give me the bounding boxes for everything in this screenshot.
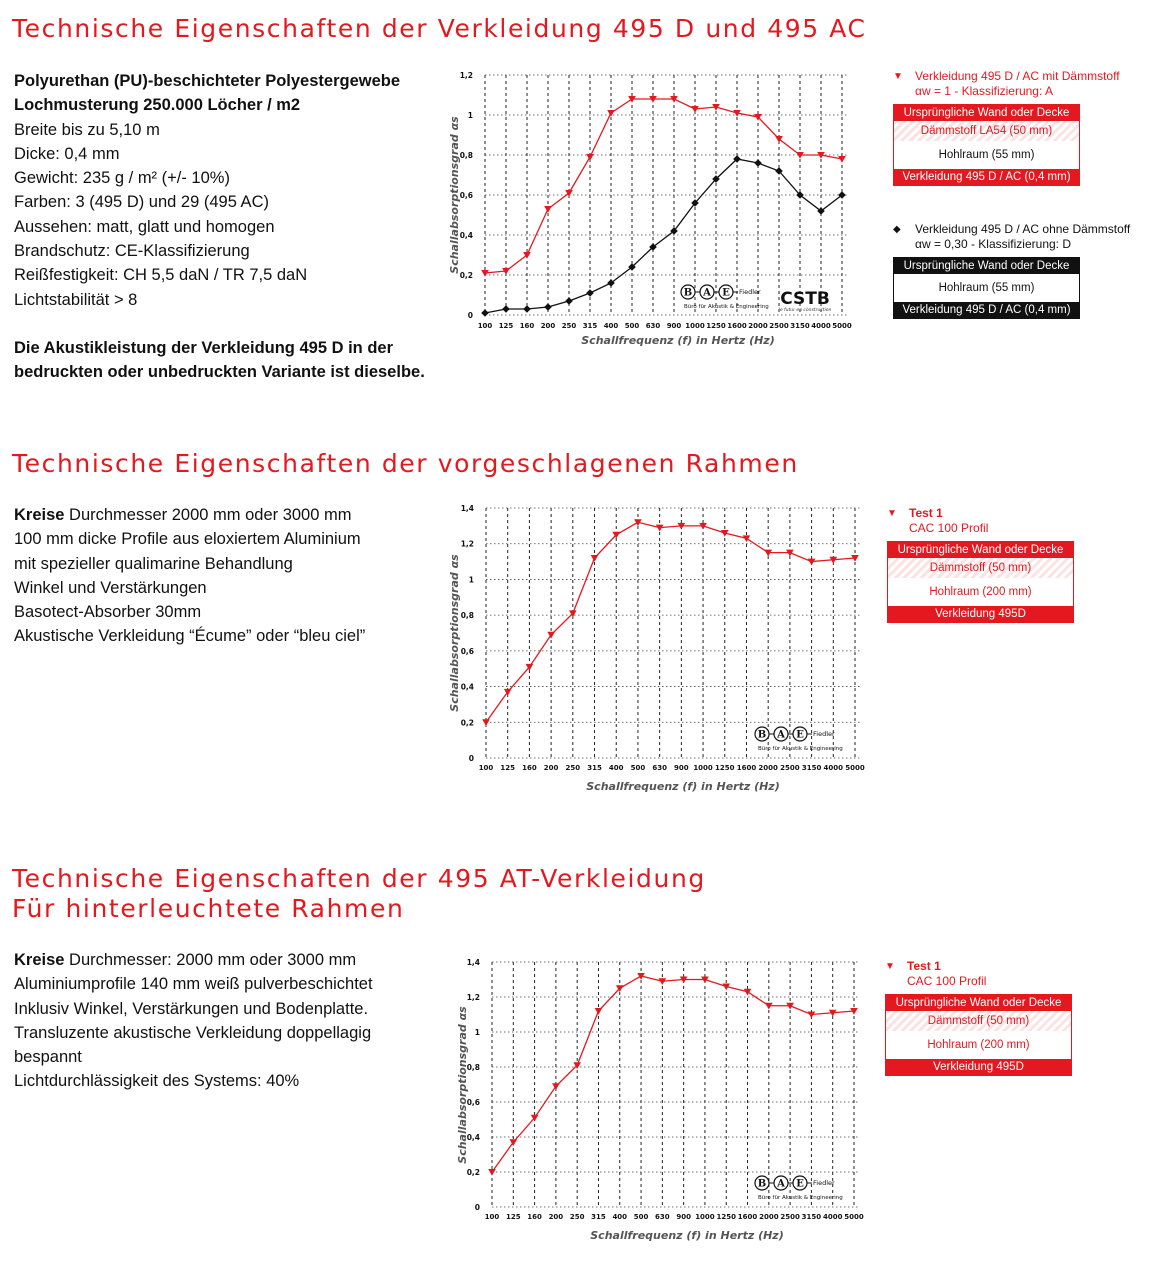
layer-header: Ursprüngliche Wand oder Decke <box>894 105 1079 121</box>
x-tick-label: 630 <box>655 1213 670 1221</box>
bae-logo-name: Fiedler <box>739 288 761 296</box>
x-tick-label: 1600 <box>727 322 747 330</box>
data-point <box>595 1008 603 1015</box>
data-point <box>488 1169 496 1176</box>
spec-text: Winkel und Verstärkungen <box>14 578 207 597</box>
y-axis-label: Schallabsorptionsgrad αs <box>456 1006 469 1164</box>
spec-text: Lichtstabilität > 8 <box>14 290 138 309</box>
legend-label: Verkleidung 495 D / AC mit Dämmstoff <box>915 69 1120 83</box>
section-3-legend <box>885 959 1072 1076</box>
spec-text: Die Akustikleistung der Verkleidung 495 D in der <box>14 338 394 357</box>
y-axis-label: Schallabsorptionsgrad αs <box>448 116 461 274</box>
diamond-marker-icon: ◆ <box>893 224 901 235</box>
spec-lead: Kreise <box>14 951 65 969</box>
y-tick-label: 1,2 <box>466 993 480 1002</box>
x-tick-label: 200 <box>540 322 556 330</box>
legend-entry <box>885 959 1072 1076</box>
x-tick-label: 3150 <box>790 322 810 330</box>
y-tick-label: 1,2 <box>460 539 474 549</box>
y-tick-label: 1 <box>468 575 474 585</box>
y-tick-label: 1 <box>474 1028 480 1037</box>
x-tick-label: 4000 <box>823 764 844 772</box>
layer-footer: Verkleidung 495 D / AC (0,4 mm) <box>894 169 1079 185</box>
x-tick-label: 250 <box>561 322 577 330</box>
x-axis-label: Schallfrequenz (f) in Hertz (Hz) <box>590 1229 784 1242</box>
x-tick-label: 250 <box>569 1213 585 1221</box>
x-tick-label: 160 <box>527 1213 542 1221</box>
y-tick-label: 0,4 <box>466 1133 480 1142</box>
y-tick-label: 0 <box>467 311 473 320</box>
spec-text: Polyurethan (PU)-beschichteter Polyestergewebe <box>14 72 401 90</box>
cstb-logo: CSTB <box>780 289 830 309</box>
triangle-marker-icon: ▼ <box>885 961 895 972</box>
y-tick-label: 0 <box>468 754 474 763</box>
title-line: Technische Eigenschaften der 495 AT-Verkleidung <box>12 864 706 893</box>
bae-logo-letter: B <box>683 287 693 299</box>
layer-footer: Verkleidung 495 D / AC (0,4 mm) <box>894 302 1079 318</box>
legend-label: Verkleidung 495 D / AC ohne Dämmstoff <box>915 222 1131 236</box>
x-tick-label: 160 <box>522 764 537 772</box>
layer-cavity: Hohlraum (55 mm) <box>894 141 1079 169</box>
x-tick-label: 2000 <box>748 322 768 330</box>
x-tick-label: 100 <box>478 764 494 772</box>
x-tick-label: 4000 <box>822 1213 843 1221</box>
spec-text: Reißfestigkeit: CH 5,5 daN / TR 7,5 daN <box>14 266 308 285</box>
layer-insul: Dämmstoff LA54 (50 mm) <box>894 121 1079 141</box>
data-point <box>744 989 752 996</box>
bae-logo-letter: E <box>796 1178 804 1190</box>
x-tick-label: 160 <box>519 322 535 330</box>
spec-text: Dicke: 0,4 mm <box>14 144 120 163</box>
layer-footer: Verkleidung 495D <box>888 606 1073 622</box>
bae-logo-name: Fiedler <box>813 1179 835 1187</box>
title-line: Technische Eigenschaften der Verkleidung 495 D und 495 AC <box>12 14 867 43</box>
y-tick-label: 0,2 <box>460 718 474 728</box>
y-tick-label: 0,2 <box>459 271 473 280</box>
x-tick-label: 1000 <box>685 322 705 330</box>
x-tick-label: 630 <box>645 322 661 330</box>
layer-stack <box>885 994 1072 1076</box>
legend-sublabel: αw = 0,30 - Klassifizierung: D <box>915 237 1071 251</box>
spec-text: Lichtdurchlässigkeit des Systems: 40% <box>14 1072 300 1091</box>
spec-text: Durchmesser: 2000 mm oder 3000 mm <box>64 951 357 969</box>
x-tick-label: 900 <box>674 764 689 772</box>
x-tick-label: 2000 <box>758 764 778 772</box>
x-tick-label: 1250 <box>715 764 735 772</box>
x-tick-label: 315 <box>591 1213 606 1221</box>
x-tick-label: 1600 <box>736 764 757 772</box>
y-tick-label: 1 <box>467 111 473 120</box>
bae-logo-subtitle: Büro für Akustik & Engineering <box>758 746 843 752</box>
spec-text: Aussehen: matt, glatt und homogen <box>14 217 275 236</box>
x-tick-label: 2000 <box>759 1213 779 1221</box>
x-tick-label: 1000 <box>693 764 713 772</box>
x-tick-label: 900 <box>676 1213 691 1221</box>
bae-logo-letter: E <box>722 287 730 299</box>
layer-footer: Verkleidung 495D <box>886 1059 1071 1075</box>
x-axis-label: Schallfrequenz (f) in Hertz (Hz) <box>586 780 780 793</box>
bae-logo-letter: A <box>703 287 711 299</box>
x-tick-label: 400 <box>612 1213 628 1221</box>
layer-insul: Dämmstoff (50 mm) <box>886 1011 1071 1031</box>
bae-logo-letter: E <box>796 729 804 741</box>
bae-logo-letter: B <box>757 729 767 741</box>
x-tick-label: 2500 <box>780 1213 800 1221</box>
layer-insul: Dämmstoff (50 mm) <box>888 558 1073 578</box>
spec-text: Lochmusterung 250.000 Löcher / m2 <box>14 96 301 115</box>
x-tick-label: 400 <box>608 764 624 772</box>
x-tick-label: 250 <box>565 764 581 772</box>
x-tick-label: 125 <box>498 322 514 330</box>
title-line: Technische Eigenschaften der vorgeschlagenen Rahmen <box>12 449 799 478</box>
bae-logo-letter: A <box>777 1178 785 1190</box>
layer-header: Ursprüngliche Wand oder Decke <box>894 258 1079 274</box>
x-tick-label: 125 <box>505 1213 521 1221</box>
x-tick-label: 1250 <box>706 322 726 330</box>
x-tick-label: 1000 <box>695 1213 715 1221</box>
x-tick-label: 125 <box>500 764 516 772</box>
spec-text: Farben: 3 (495 D) und 29 (495 AC) <box>14 193 269 212</box>
x-tick-label: 3150 <box>801 1213 822 1221</box>
triangle-marker-icon: ▼ <box>893 71 903 82</box>
layer-header: Ursprüngliche Wand oder Decke <box>888 542 1073 558</box>
x-tick-label: 200 <box>548 1213 564 1221</box>
x-tick-label: 630 <box>652 764 667 772</box>
x-tick-label: 1600 <box>737 1213 758 1221</box>
spec-text: mit spezieller qualimarine Behandlung <box>14 554 293 573</box>
x-tick-label: 900 <box>666 322 682 330</box>
y-tick-label: 1,4 <box>460 504 474 513</box>
y-tick-label: 0 <box>474 1203 480 1212</box>
x-tick-label: 5000 <box>844 1213 864 1221</box>
layer-cavity: Hohlraum (200 mm) <box>888 578 1073 606</box>
x-tick-label: 2500 <box>769 322 789 330</box>
y-tick-label: 0,4 <box>459 231 473 240</box>
spec-text: Brandschutz: CE-Klassifizierung <box>14 242 250 261</box>
layer-header: Ursprüngliche Wand oder Decke <box>886 995 1071 1011</box>
y-tick-label: 0,4 <box>460 682 474 692</box>
bae-logo-subtitle: Büro für Akustik & Engineering <box>684 304 769 310</box>
legend-line <box>885 959 1072 974</box>
y-tick-label: 0,2 <box>466 1168 480 1177</box>
series-line <box>492 976 854 1172</box>
legend-label: Test 1 <box>907 959 941 973</box>
x-tick-label: 500 <box>633 1213 649 1221</box>
layer-cavity: Hohlraum (55 mm) <box>894 274 1079 302</box>
legend-sublabel: CAC 100 Profil <box>909 521 989 535</box>
x-tick-label: 100 <box>484 1213 500 1221</box>
x-tick-label: 2500 <box>780 764 800 772</box>
bae-logo-name: Fiedler <box>813 730 835 738</box>
y-tick-label: 0,8 <box>466 1063 480 1072</box>
y-tick-label: 0,8 <box>460 611 474 621</box>
y-tick-label: 0,8 <box>459 151 473 160</box>
x-axis-label: Schallfrequenz (f) in Hertz (Hz) <box>581 334 775 347</box>
y-tick-label: 0,6 <box>459 191 473 200</box>
bae-logo-letter: B <box>757 1178 767 1190</box>
x-tick-label: 100 <box>477 322 493 330</box>
y-tick-label: 0,6 <box>466 1098 480 1107</box>
spec-text: bedruckten oder unbedruckten Variante ist dieselbe. <box>14 363 425 382</box>
legend-sublabel: CAC 100 Profil <box>907 974 987 988</box>
x-tick-label: 500 <box>624 322 640 330</box>
x-tick-label: 200 <box>543 764 559 772</box>
title-line: Für hinterleuchtete Rahmen <box>12 894 405 923</box>
spec-text: 100 mm dicke Profile aus eloxiertem Aluminium <box>14 530 361 549</box>
spec-text: Aluminiumprofile 140 mm weiß pulverbeschichtet <box>14 975 373 994</box>
layer-cavity: Hohlraum (200 mm) <box>886 1031 1071 1059</box>
spec-text: bespannt <box>14 1048 82 1067</box>
y-tick-label: 1,2 <box>459 71 473 80</box>
x-tick-label: 4000 <box>811 322 831 330</box>
bae-logo-subtitle: Büro für Akustik & Engineering <box>758 1195 843 1201</box>
y-tick-label: 0,6 <box>460 646 474 656</box>
x-tick-label: 315 <box>582 322 598 330</box>
spec-text: Durchmesser 2000 mm oder 3000 mm <box>64 506 352 524</box>
spec-text: Basotect-Absorber 30mm <box>14 603 202 622</box>
x-tick-label: 315 <box>587 764 602 772</box>
spec-text: Gewicht: 235 g / m² (+/- 10%) <box>14 169 230 188</box>
y-tick-label: 1,4 <box>466 958 480 967</box>
spec-text: Breite bis zu 5,10 m <box>14 120 160 139</box>
triangle-marker-icon: ▼ <box>887 508 897 519</box>
bae-logo-letter: A <box>777 729 785 741</box>
cstb-logo-subtitle: le futur en construction <box>778 308 832 313</box>
legend-sublabel: αw = 1 - Klassifizierung: A <box>915 84 1053 98</box>
x-tick-label: 400 <box>603 322 619 330</box>
spec-text: Inklusiv Winkel, Verstärkungen und Bodenplatte. <box>14 999 369 1018</box>
x-tick-label: 500 <box>630 764 646 772</box>
spec-lead: Kreise <box>14 506 65 524</box>
x-tick-label: 5000 <box>845 764 865 772</box>
x-tick-label: 3150 <box>801 764 822 772</box>
spec-text: Akustische Verkleidung “Écume” oder “bleu ciel” <box>14 627 366 646</box>
x-tick-label: 5000 <box>832 322 852 330</box>
legend-label: Test 1 <box>909 506 943 520</box>
x-tick-label: 1250 <box>716 1213 736 1221</box>
spec-text: Transluzente akustische Verkleidung doppellagig <box>14 1023 372 1042</box>
y-axis-label: Schallabsorptionsgrad αs <box>448 554 461 712</box>
